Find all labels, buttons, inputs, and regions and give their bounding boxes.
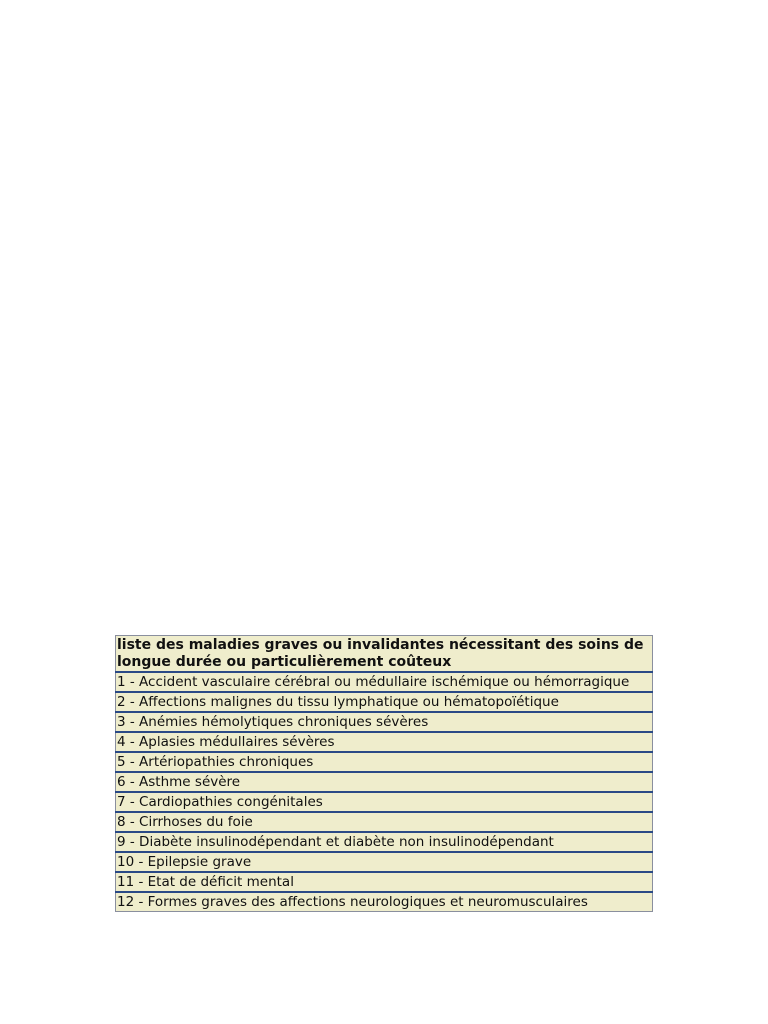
table-row: [116, 732, 653, 752]
table-row: [116, 832, 653, 852]
table-title: liste des maladies graves ou invalidantes nécessitant des soins de longue durée ou particulièrement coûteux: [116, 636, 653, 673]
disease-item-10: 10 - Epilepsie grave: [116, 852, 653, 872]
table-row: [116, 852, 653, 872]
table-row: [116, 692, 653, 712]
disease-item-2: 2 - Affections malignes du tissu lymphatique ou hématopoïétique: [116, 692, 653, 712]
disease-item-6: 6 - Asthme sévère: [116, 772, 653, 792]
table-row: [116, 672, 653, 692]
disease-item-9: 9 - Diabète insulinodépendant et diabète non insulinodépendant: [116, 832, 653, 852]
disease-item-5: 5 - Artériopathies chroniques: [116, 752, 653, 772]
disease-item-12: 12 - Formes graves des affections neurologiques et neuromusculaires: [116, 892, 653, 912]
disease-list-table: [115, 635, 653, 912]
table-row: [116, 872, 653, 892]
table-header-row: [116, 636, 653, 673]
disease-item-7: 7 - Cardiopathies congénitales: [116, 792, 653, 812]
table-row: [116, 712, 653, 732]
disease-item-11: 11 - Etat de déficit mental: [116, 872, 653, 892]
disease-item-4: 4 - Aplasies médullaires sévères: [116, 732, 653, 752]
table-row: [116, 772, 653, 792]
disease-item-3: 3 - Anémies hémolytiques chroniques sévères: [116, 712, 653, 732]
disease-item-8: 8 - Cirrhoses du foie: [116, 812, 653, 832]
table-row: [116, 812, 653, 832]
table-row: [116, 792, 653, 812]
disease-item-1: 1 - Accident vasculaire cérébral ou médullaire ischémique ou hémorragique: [116, 672, 653, 692]
table-row: [116, 892, 653, 912]
table-row: [116, 752, 653, 772]
